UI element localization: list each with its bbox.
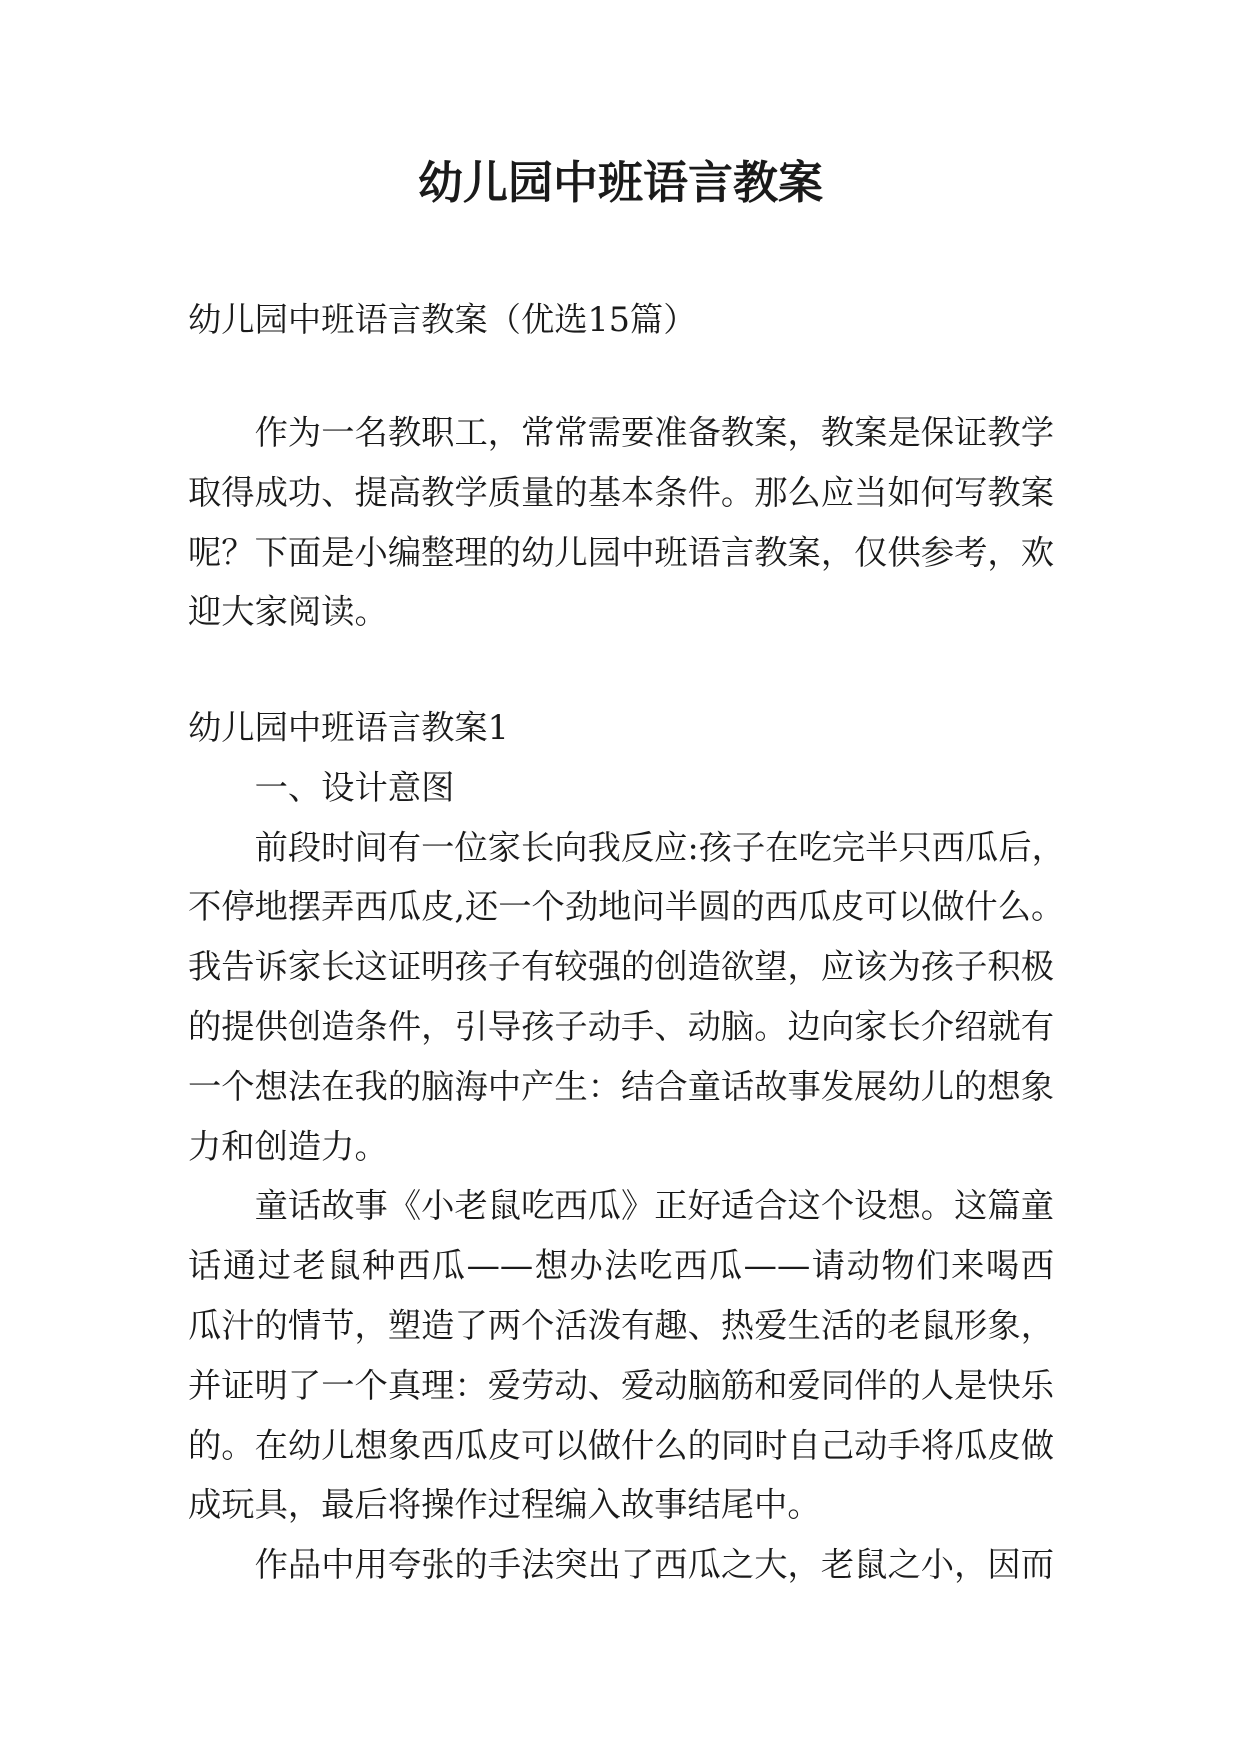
paragraph — [188, 818, 1065, 1177]
subtitle-block — [188, 290, 1054, 350]
paragraph-line: 并证明了一个真理：爱劳动、爱动脑筋和爱同伴的人是快乐 — [188, 1365, 1054, 1405]
paragraph-line: 我告诉家长这证明孩子有较强的创造欲望，应该为孩子积极 — [188, 947, 1054, 987]
paragraph-line: 作为一名教职工，常常需要准备教案，教案是保证教学 — [254, 413, 1054, 452]
paragraph-line: 取得成功、提高教学质量的基本条件。那么应当如何写教案 — [188, 472, 1054, 512]
document-subtitle: 幼儿园中班语言教案（优选15篇） — [188, 300, 697, 339]
lesson-heading: 幼儿园中班语言教案1 — [188, 708, 509, 747]
paragraph — [188, 403, 1054, 642]
paragraph-line: 作品中用夸张的手法突出了西瓜之大，老鼠之小，因而 — [254, 1545, 1054, 1585]
intro-section — [188, 403, 1054, 642]
document-title: 幼儿园中班语言教案 — [417, 156, 823, 209]
paragraph-line: 的。在幼儿想象西瓜皮可以做什么的同时自己动手将瓜皮做 — [188, 1425, 1054, 1465]
paragraph-line: 瓜汁的情节，塑造了两个活泼有趣、热爱生活的老鼠形象， — [188, 1305, 1054, 1345]
paragraph-line: 力和创造力。 — [188, 1126, 388, 1166]
lesson-subheading: 一、设计意图 — [254, 767, 455, 807]
lesson-body — [188, 818, 1065, 1595]
lesson-section — [188, 698, 1065, 1595]
paragraph-line: 话通过老鼠种西瓜——想办法吃西瓜——请动物们来喝西 — [188, 1246, 1054, 1286]
paragraph-line: 一个想法在我的脑海中产生：结合童话故事发展幼儿的想象 — [188, 1066, 1054, 1106]
paragraph — [188, 1535, 1054, 1595]
paragraph-line: 前段时间有一位家长向我反应:孩子在吃完半只西瓜后， — [254, 827, 1065, 867]
paragraph-line: 的提供创造条件，引导孩子动手、动脑。边向家长介绍就有 — [188, 1006, 1054, 1046]
paragraph-line: 迎大家阅读。 — [188, 592, 388, 632]
paragraph-line: 不停地摆弄西瓜皮,还一个劲地问半圆的西瓜皮可以做什么。 — [188, 887, 1065, 927]
paragraph-line: 呢？下面是小编整理的幼儿园中班语言教案，仅供参考，欢 — [188, 532, 1054, 572]
paragraph-line: 童话故事《小老鼠吃西瓜》正好适合这个设想。这篇童 — [254, 1186, 1054, 1226]
paragraph-line: 成玩具，最后将操作过程编入故事结尾中。 — [188, 1485, 821, 1525]
paragraph — [188, 1176, 1054, 1535]
